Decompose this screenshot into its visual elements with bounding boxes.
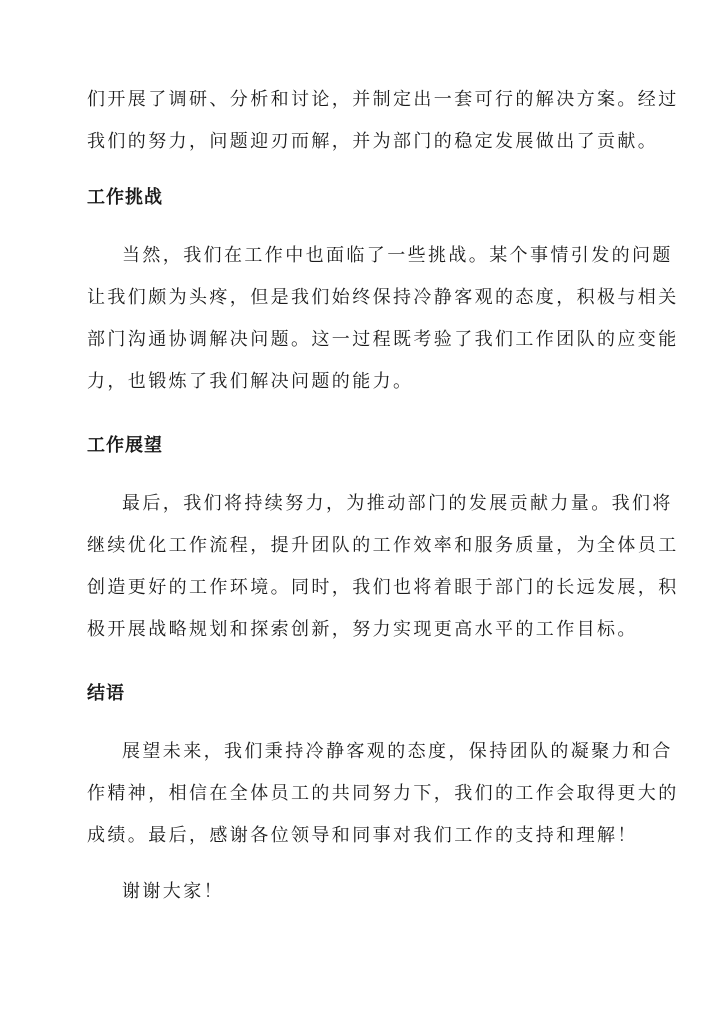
- paragraph-line: 最后，我们将持续努力，为推动部门的发展贡献力量。我们将: [122, 493, 673, 514]
- paragraph-line: 让我们颇为头疼，但是我们始终保持冷静客观的态度，积极与相关: [87, 287, 679, 308]
- paragraph-line: 当然，我们在工作中也面临了一些挑战。某个事情引发的问题: [122, 245, 673, 266]
- paragraph-line: 创造更好的工作环境。同时，我们也将着眼于部门的长远发展，积: [87, 577, 679, 598]
- paragraph-line: 成绩。最后，感谢各位领导和同事对我们工作的支持和理解！: [87, 825, 638, 846]
- section-heading-challenges: 工作挑战: [87, 187, 163, 208]
- section-heading-outlook: 工作展望: [87, 435, 163, 456]
- paragraph-line: 继续优化工作流程，提升团队的工作效率和服务质量，为全体员工: [87, 535, 679, 556]
- paragraph-line: 部门沟通协调解决问题。这一过程既考验了我们工作团队的应变能: [87, 329, 679, 350]
- paragraph-line: 极开展战略规划和探索创新，努力实现更高水平的工作目标。: [87, 619, 638, 640]
- paragraph-line: 力，也锻炼了我们解决问题的能力。: [87, 371, 414, 392]
- paragraph-line: 展望未来，我们秉持冷静客观的态度，保持团队的凝聚力和合: [122, 741, 673, 762]
- paragraph-line: 我们的努力，问题迎刃而解，并为部门的稳定发展做出了贡献。: [87, 131, 659, 152]
- paragraph-line: 作精神，相信在全体员工的共同努力下，我们的工作会取得更大的: [87, 783, 679, 804]
- closing-thanks: 谢谢大家！: [122, 881, 224, 902]
- paragraph-line: 们开展了调研、分析和讨论，并制定出一套可行的解决方案。经过: [87, 89, 679, 110]
- section-heading-conclusion: 结语: [87, 683, 125, 704]
